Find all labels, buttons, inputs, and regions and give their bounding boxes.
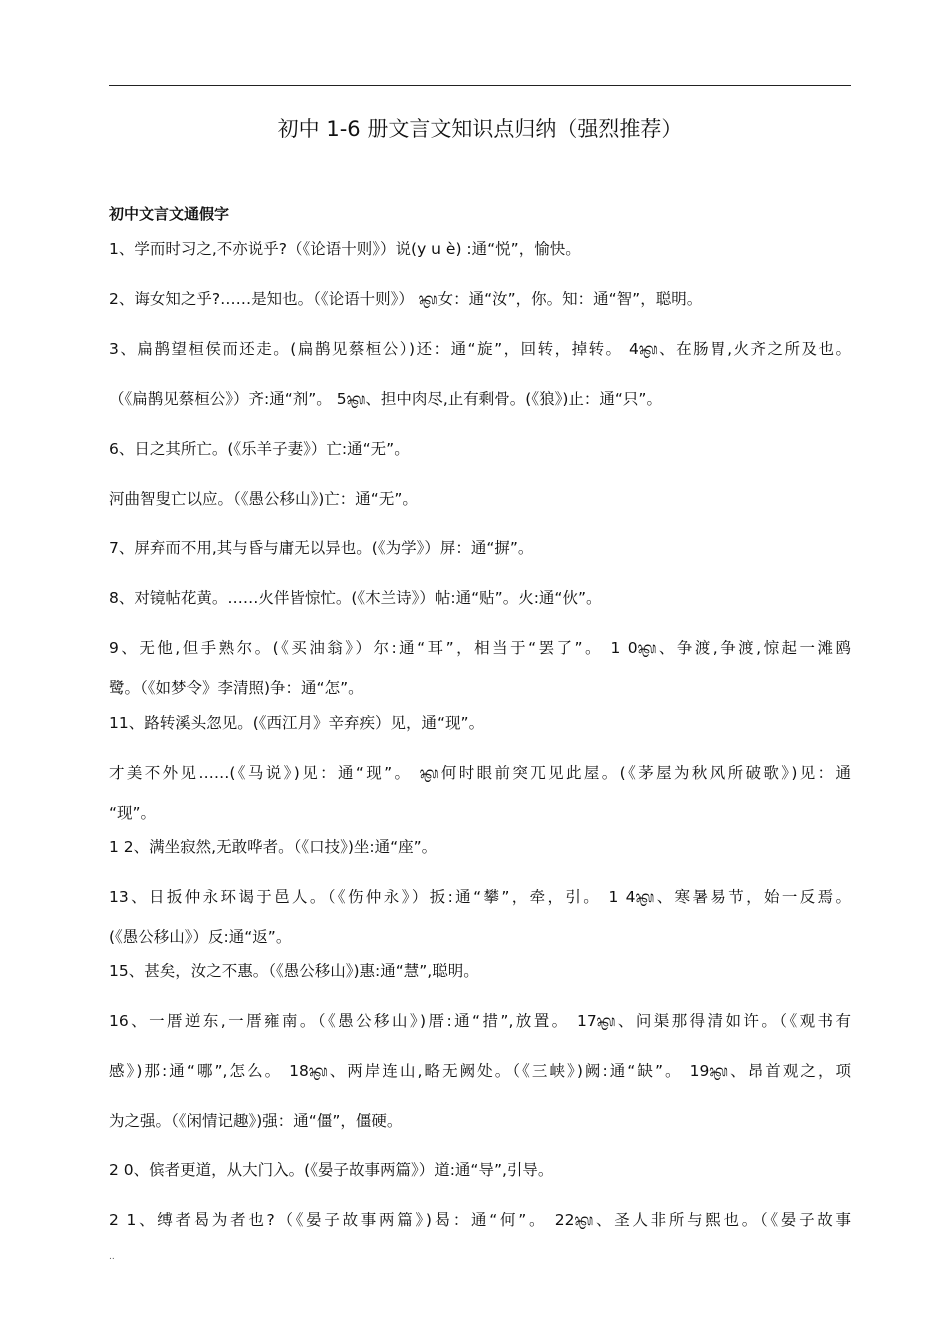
text-line-7: 7、屏弃而不用,其与昏与庸无以异也。(《为学》）屏：通“摒”。 bbox=[109, 539, 534, 557]
text-line-1: 1、学而时习之,不亦说乎?（《论语十则》）说(y u è) :通“悦”，愉快。 bbox=[109, 240, 581, 258]
text-line-17: 15、甚矣，汝之不惠。（《愚公移山》)惠:通“慧”,聪明。 bbox=[109, 962, 479, 980]
text-line-6: 河曲智叟亡以应。（《愚公移山》)亡：通“无”。 bbox=[109, 490, 418, 508]
text-line-21: 2 0、傧者更道，从大门入。(《晏子故事两篇》）道:通“导”,引导。 bbox=[109, 1161, 554, 1179]
text-line-14: 1 2、满坐寂然,无敢哗者。（《口技》)坐:通“座”。 bbox=[109, 838, 438, 856]
text-line-18: 16、一厝逆东,一厝雍南。（《愚公移山》)厝:通“措”,放置。 17ᭅ、问渠那得清如许。（《观书有 bbox=[109, 1012, 851, 1030]
footer-mark: .. bbox=[109, 1252, 115, 1262]
text-line-11: 11、路转溪头忽见。(《西江月》辛弃疾）见，通“现”。 bbox=[109, 714, 485, 732]
text-line-15: 13、日扳仲永环谒于邑人。（《伤仲永》）扳:通“攀”，牵，引。 1 4ᭅ、寒暑易节，始一反焉。 bbox=[109, 888, 851, 906]
header-rule bbox=[109, 85, 851, 86]
text-line-8: 8、对镜帖花黄。……火伴皆惊忙。(《木兰诗》）帖:通“贴”。火:通“伙”。 bbox=[109, 589, 602, 607]
text-line-4: （《扁鹊见蔡桓公》）齐:通“剂”。 5ᭅ、担中肉尽,止有剩骨。(《狼》)止：通“只”。 bbox=[109, 390, 662, 408]
text-line-9: 9、无他,但手熟尔。(《买油翁》）尔:通“耳”，相当于“罢了”。 1 0ᭅ、争渡,争渡,惊起一滩鸥 bbox=[109, 639, 851, 657]
text-line-3: 3、扁鹊望桓侯而还走。(扁鹊见蔡桓公）)还：通“旋”，回转，掉转。 4ᭅ、在肠胃,火齐之所及也。 bbox=[109, 340, 851, 358]
text-line-20: 为之强。（《闲情记趣》)强：通“僵”，僵硬。 bbox=[109, 1112, 403, 1130]
text-line-16: (《愚公移山》）反:通“返”。 bbox=[109, 928, 292, 946]
text-line-10: 鹭。（《如梦令》李清照)争：通“怎”。 bbox=[109, 679, 364, 697]
document-title: 初中 1-6 册文言文知识点归纳（强烈推荐） bbox=[277, 117, 683, 141]
text-line-12: 才美不外见……(《马说》)见：通“现”。 ᭅ何时眼前突兀见此屋。(《茅屋为秋风所破歌》)见：通 bbox=[109, 764, 851, 782]
text-line-13: “现”。 bbox=[109, 804, 157, 822]
text-line-5: 6、日之其所亡。(《乐羊子妻》）亡:通“无”。 bbox=[109, 440, 410, 458]
text-line-19: 感》)那:通“哪”,怎么。 18ᭅ、两岸连山,略无阙处。（《三峡》)阙:通“缺”。 19ᭅ、昂首观之，项 bbox=[109, 1062, 851, 1080]
text-line-2: 2、诲女知之乎?……是知也。（《论语十则》） ᭅ女：通“汝”，你。知：通“智”，聪明。 bbox=[109, 290, 703, 308]
section-heading: 初中文言文通假字 bbox=[109, 205, 230, 223]
text-line-22: 2 1、缚者曷为者也?（《晏子故事两篇》)曷：通“何”。 22ᭅ、圣人非所与熙也。（《晏子故事 bbox=[109, 1211, 851, 1229]
